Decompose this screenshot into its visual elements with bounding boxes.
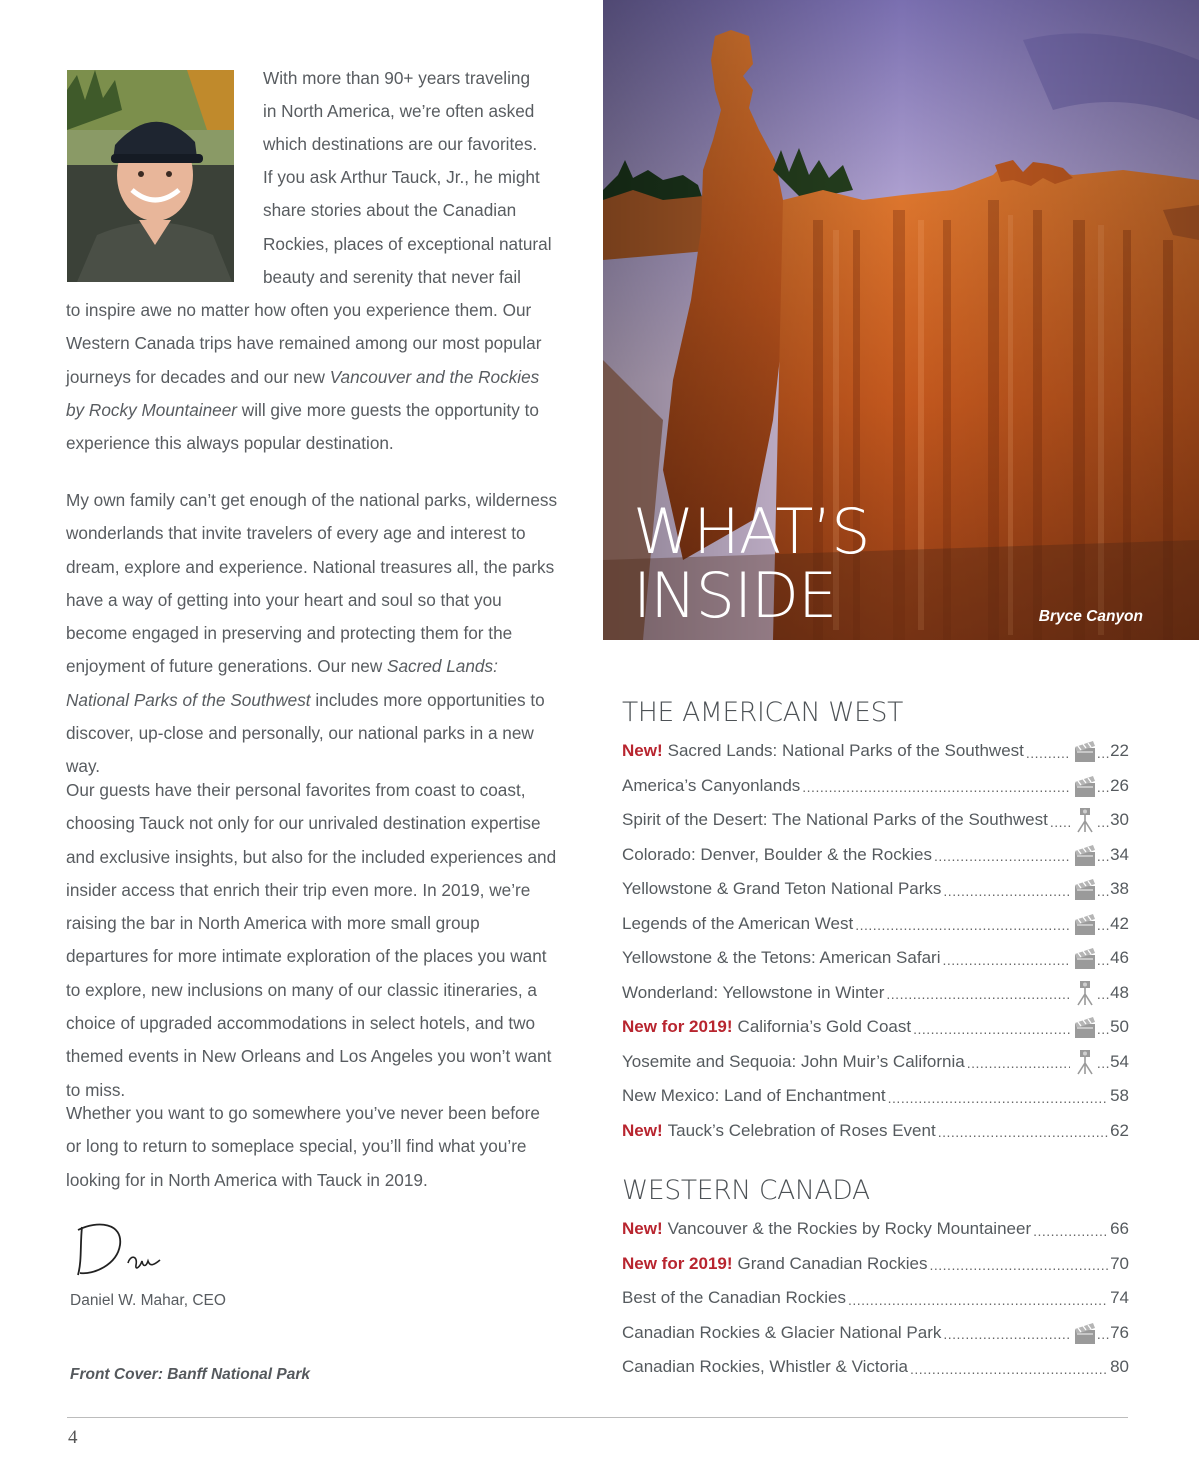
dot-leader <box>943 1326 1070 1342</box>
toc-entry[interactable] <box>622 1350 1129 1385</box>
letter-paragraph-2 <box>66 484 562 784</box>
film-icon <box>1073 773 1097 799</box>
page-ref: 34 <box>1110 844 1129 864</box>
new-badge: New! <box>622 1219 663 1239</box>
dot-leader: ... <box>1096 917 1111 933</box>
dot-leader <box>938 1124 1108 1140</box>
heading-line-1: WHAT’S <box>633 495 870 568</box>
page-number: 4 <box>68 1427 78 1448</box>
ceo-signature <box>68 1215 178 1285</box>
intro-line: Rockies, places of exceptional natural <box>263 234 552 254</box>
dot-leader: ... <box>1096 986 1111 1002</box>
trip-title: Grand Canadian Rockies <box>737 1253 928 1273</box>
page-ref: 22 <box>1110 741 1129 761</box>
page-ref: 54 <box>1110 1051 1129 1071</box>
dot-leader <box>1050 814 1070 830</box>
dot-leader <box>886 986 1070 1002</box>
trip-title: New Mexico: Land of Enchantment <box>622 1086 886 1106</box>
intro-line: beauty and serenity that never fail <box>263 267 521 287</box>
page-ref: 50 <box>1110 1017 1129 1037</box>
hero-image-bryce-canyon <box>603 0 1199 640</box>
trip-title: Yosemite and Sequoia: John Muir’s California <box>622 1051 965 1071</box>
page-ref: 70 <box>1110 1253 1129 1273</box>
dot-leader <box>910 1361 1108 1377</box>
dot-leader <box>802 779 1070 795</box>
intro-line: With more than 90+ years traveling <box>263 68 531 88</box>
ceo-portrait-photo <box>67 70 234 282</box>
toc-entry[interactable] <box>622 1114 1129 1149</box>
trip-title: Legends of the American West <box>622 913 854 933</box>
dot-leader: ... <box>1096 1020 1111 1037</box>
film-icon <box>1073 876 1097 902</box>
intro-line: in North America, we’re often asked <box>263 101 535 121</box>
intro-line: share stories about the Canadian <box>263 200 517 220</box>
front-cover-credit: Front Cover: Banff National Park <box>70 1366 311 1383</box>
trip-title: Wonderland: Yellowstone in Winter <box>622 982 885 1002</box>
intro-line: which destinations are our favorites. <box>263 134 538 154</box>
toc-entry[interactable] <box>622 1079 1129 1114</box>
page-ref: 80 <box>1110 1357 1129 1377</box>
letter-paragraph-1 <box>66 294 548 460</box>
trip-title: Spirit of the Desert: The National Parks of the Southwest <box>622 810 1048 830</box>
paragraph-text: includes more opportunities to discover, up-close and personally, our national parks in a new way. <box>66 689 545 777</box>
trip-title: America’s Canyonlands <box>622 775 801 795</box>
toc-entry[interactable] <box>622 1316 1129 1351</box>
toc-entry[interactable] <box>622 941 1129 976</box>
page-ref: 62 <box>1110 1120 1129 1140</box>
trip-title: Sacred Lands: National Parks of the Southwest <box>667 741 1024 761</box>
dot-leader: ... <box>1096 1326 1111 1342</box>
trip-title: Vancouver & the Rockies by Rocky Mountaineer <box>667 1219 1032 1239</box>
toc-entry[interactable] <box>622 976 1129 1011</box>
trip-title: Best of the Canadian Rockies <box>622 1288 846 1308</box>
page-ref: 46 <box>1110 948 1129 968</box>
trip-title-emphasis: Vancouver and the Rockies by Rocky Mountaineer <box>66 366 540 420</box>
camera-tripod-icon <box>1073 1049 1097 1075</box>
page-ref: 30 <box>1110 810 1129 830</box>
page-ref: 76 <box>1110 1322 1129 1342</box>
new-badge: New! <box>622 1120 663 1140</box>
toc-list-western-canada <box>622 1212 1129 1385</box>
dot-leader: ... <box>1096 1055 1111 1071</box>
toc-entry[interactable] <box>622 1281 1129 1316</box>
toc-entry[interactable] <box>622 1010 1129 1045</box>
toc-list-american-west <box>622 734 1129 1148</box>
dot-leader: ... <box>1096 779 1111 795</box>
toc-entry[interactable] <box>622 1045 1129 1080</box>
section-heading-american-west: THE AMERICAN WEST <box>622 697 903 728</box>
dot-leader <box>943 883 1069 899</box>
dot-leader: ... <box>1096 951 1111 968</box>
film-icon <box>1073 945 1097 971</box>
paragraph-text: to inspire awe no matter how often you experience them. Our Western Canada trips have remained among our most popular journeys for decades and our new <box>66 300 542 387</box>
dot-leader <box>855 917 1070 933</box>
dot-leader: ... <box>1096 813 1111 830</box>
toc-entry[interactable] <box>622 907 1129 942</box>
photo-caption: Bryce Canyon <box>1038 608 1143 625</box>
toc-entry[interactable] <box>622 769 1129 804</box>
dot-leader <box>930 1257 1109 1273</box>
page-ref: 74 <box>1110 1288 1129 1308</box>
toc-entry[interactable] <box>622 803 1129 838</box>
toc-entry[interactable] <box>622 838 1129 873</box>
new-badge: New for 2019! <box>622 1253 733 1273</box>
trip-title: Yellowstone & the Tetons: American Safari <box>622 948 941 968</box>
dot-leader <box>967 1055 1070 1071</box>
film-icon <box>1073 738 1097 764</box>
trip-title: Colorado: Denver, Boulder & the Rockies <box>622 844 932 864</box>
film-icon <box>1073 1320 1097 1346</box>
toc-entry[interactable] <box>622 872 1129 907</box>
page-ref: 58 <box>1110 1086 1129 1106</box>
trip-title: Canadian Rockies & Glacier National Park <box>622 1322 942 1342</box>
new-badge: New for 2019! <box>622 1017 733 1037</box>
intro-line: If you ask Arthur Tauck, Jr., he might <box>263 167 540 187</box>
page-ref: 42 <box>1110 913 1129 933</box>
letter-paragraph-4: Whether you want to go somewhere you’ve never been before or long to return to someplace special, you’ll find what you’re looking for in North America with Tauck in 2019. <box>66 1103 540 1190</box>
whats-inside-heading <box>633 495 870 632</box>
signer-name: Daniel W. Mahar, CEO <box>70 1292 226 1309</box>
new-badge: New! <box>622 741 663 761</box>
film-icon <box>1073 911 1097 937</box>
page-ref: 48 <box>1110 982 1129 1002</box>
dot-leader <box>913 1021 1070 1037</box>
dot-leader <box>1033 1223 1108 1239</box>
dot-leader <box>1026 745 1070 761</box>
page-ref: 38 <box>1110 879 1129 899</box>
camera-tripod-icon <box>1073 980 1097 1006</box>
toc-entry[interactable] <box>622 734 1129 769</box>
toc-entry[interactable] <box>622 1212 1129 1247</box>
dot-leader <box>934 848 1070 864</box>
dot-leader <box>942 952 1069 968</box>
page-ref: 26 <box>1110 775 1129 795</box>
heading-line-2: INSIDE <box>633 559 837 632</box>
toc-entry[interactable] <box>622 1247 1129 1282</box>
section-heading-western-canada: WESTERN CANADA <box>622 1175 870 1206</box>
page-ref: 66 <box>1110 1219 1129 1239</box>
camera-tripod-icon <box>1073 807 1097 833</box>
trip-title: Yellowstone & Grand Teton National Parks <box>622 879 942 899</box>
dot-leader: ... <box>1096 744 1111 761</box>
dot-leader <box>848 1292 1108 1308</box>
letter-paragraph-3: Our guests have their personal favorites from coast to coast, choosing Tauck not only for our unrivaled destination expertise and exclusive insights, but also for the included experiences and insider access that enrich their trip even more. In 2019, we’re raising the bar in North America with more small group departures for more intimate exploration of the places you want to explore, new inclusions on many of our classic itineraries, a choice of upgraded accommodations in select hotels, and two themed events in New Orleans and Los Angeles you won’t want to miss. <box>66 780 557 1100</box>
paragraph-text: will give more guests the opportunity to experience this always popular destination. <box>66 399 539 454</box>
dot-leader <box>888 1090 1108 1106</box>
footer-rule <box>67 1417 1128 1418</box>
trip-title: Tauck’s Celebration of Roses Event <box>667 1120 936 1140</box>
trip-title: Canadian Rockies, Whistler & Victoria <box>622 1357 908 1377</box>
paragraph-text: My own family can’t get enough of the national parks, wilderness wonderlands that invite travelers of every age and interest to dream, explore and experience. National treasures all, the parks have a way of getting into your heart and soul so that you become engaged in preserving and protecting them for the enjoyment of future generations. Our new <box>66 490 558 677</box>
trip-title-emphasis: Sacred Lands: National Parks of the Southwest <box>66 656 498 710</box>
film-icon <box>1073 842 1097 868</box>
film-icon <box>1073 1014 1097 1040</box>
dot-leader: ... <box>1096 848 1111 864</box>
trip-title: California’s Gold Coast <box>737 1017 912 1037</box>
dot-leader: ... <box>1096 882 1111 899</box>
